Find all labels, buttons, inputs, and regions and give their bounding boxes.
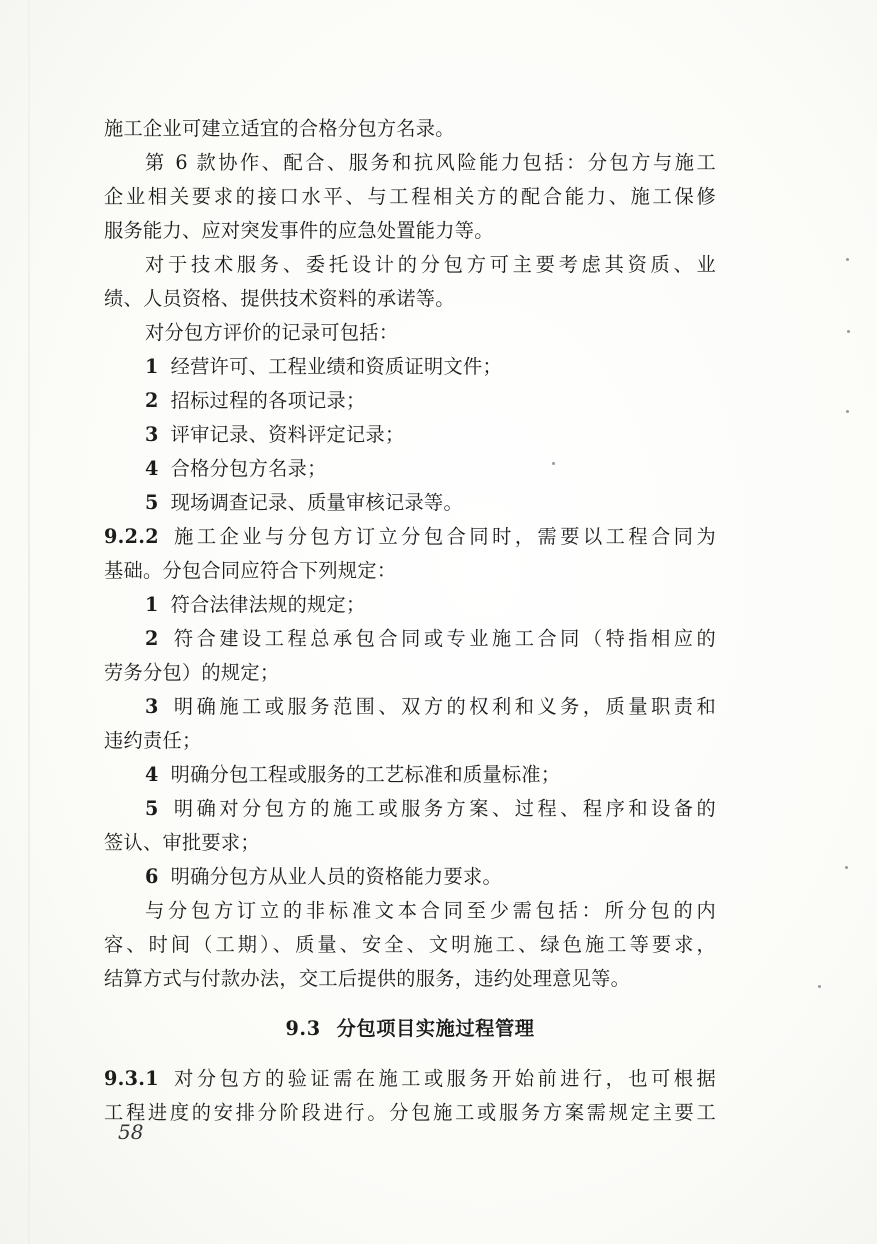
item-text: 符合建设工程总承包合同或专业施工合同（特指相应的 [170,627,716,650]
line-text: 工程进度的安排分阶段进行。分包施工或服务方案需规定主要工 [104,1101,716,1124]
item-text: 明确分包工程或服务的工艺标准和质量标准； [170,763,561,786]
clause-number: 9.3.1 [104,1067,159,1090]
list-item [104,690,716,724]
item-number: 4 [145,457,159,480]
line-text: 劳务分包）的规定； [104,661,280,684]
text-line [104,656,716,690]
line-text: 基础。分包合同应符合下列规定： [104,559,397,582]
clause-number: 9.2.2 [104,525,159,548]
text-line [104,180,716,214]
item-number: 3 [145,423,159,446]
line-text: 结算方式与付款办法，交工后提供的服务，违约处理意见等。 [104,967,631,990]
scan-speck [846,410,849,413]
text-line [104,112,716,146]
text-line [104,894,716,928]
item-text: 符合法律法规的规定； [170,593,366,616]
list-item [104,384,716,418]
item-number: 1 [145,593,159,616]
list-item [104,588,716,622]
item-text: 明确对分包方的施工或服务方案、过程、程序和设备的 [170,797,716,820]
text-line [104,826,716,860]
page-edge-shadow [28,0,30,1244]
scan-speck [845,866,848,869]
line-text: 施工企业可建立适宜的合格分包方名录。 [104,117,455,140]
text-line [104,248,716,282]
line-text: 对于技术服务、委托设计的分包方可主要考虑其资质、业 [145,253,716,276]
item-text: 现场调查记录、质量审核记录等。 [170,491,463,514]
list-item [104,350,716,384]
line-text: 绩、人员资格、提供技术资料的承诺等。 [104,287,455,310]
line-text: 违约责任； [104,729,202,752]
list-item [104,486,716,520]
clause-line [104,1062,716,1096]
list-item [104,622,716,656]
list-item [104,758,716,792]
item-number: 4 [145,763,159,786]
section-heading [104,996,716,1062]
section-number: 9.3 [285,1017,321,1040]
text-line [104,214,716,248]
list-item [104,452,716,486]
line-text: 对分包方评价的记录可包括： [145,321,399,344]
line-text: 第 6 款协作、配合、服务和抗风险能力包括：分包方与施工 [145,151,716,174]
item-text: 合格分包方名录； [170,457,327,480]
item-text: 招标过程的各项记录； [170,389,366,412]
line-text: 签认、审批要求； [104,831,260,854]
body-text [104,112,716,1130]
line-text: 服务能力、应对突发事件的应急处置能力等。 [104,219,494,242]
clause-text: 对分包方的验证需在施工或服务开始前进行，也可根据 [170,1067,716,1090]
section-title: 分包项目实施过程管理 [336,1017,535,1040]
list-item [104,792,716,826]
text-line [104,146,716,180]
item-number: 2 [145,389,159,412]
list-item [104,860,716,894]
item-number: 6 [145,865,159,888]
item-text: 评审记录、资料评定记录； [170,423,405,446]
clause-line [104,520,716,554]
text-line [104,962,716,996]
scan-speck [818,985,821,988]
text-line [104,554,716,588]
text-line [104,724,716,758]
scan-speck [552,462,555,465]
item-number: 5 [145,491,159,514]
list-item [104,418,716,452]
line-text: 与分包方订立的非标准文本合同至少需包括：所分包的内 [145,899,716,922]
item-text: 经营许可、工程业绩和资质证明文件； [170,355,502,378]
page-number: 58 [118,1120,144,1144]
scan-speck [846,258,849,261]
line-text: 容、时间（工期）、质量、安全、文明施工、绿色施工等要求， [104,933,716,956]
text-line [104,282,716,316]
clause-text: 施工企业与分包方订立分包合同时，需要以工程合同为 [170,525,716,548]
item-text: 明确分包方从业人员的资格能力要求。 [170,865,502,888]
item-text: 明确施工或服务范围、双方的权利和义务，质量职责和 [170,695,716,718]
item-number: 3 [145,695,159,718]
item-number: 2 [145,627,159,650]
scan-speck [847,330,850,333]
line-text: 企业相关要求的接口水平、与工程相关方的配合能力、施工保修 [104,185,716,208]
text-line [104,928,716,962]
text-line [104,1096,716,1130]
item-number: 1 [145,355,159,378]
text-line [104,316,716,350]
item-number: 5 [145,797,159,820]
